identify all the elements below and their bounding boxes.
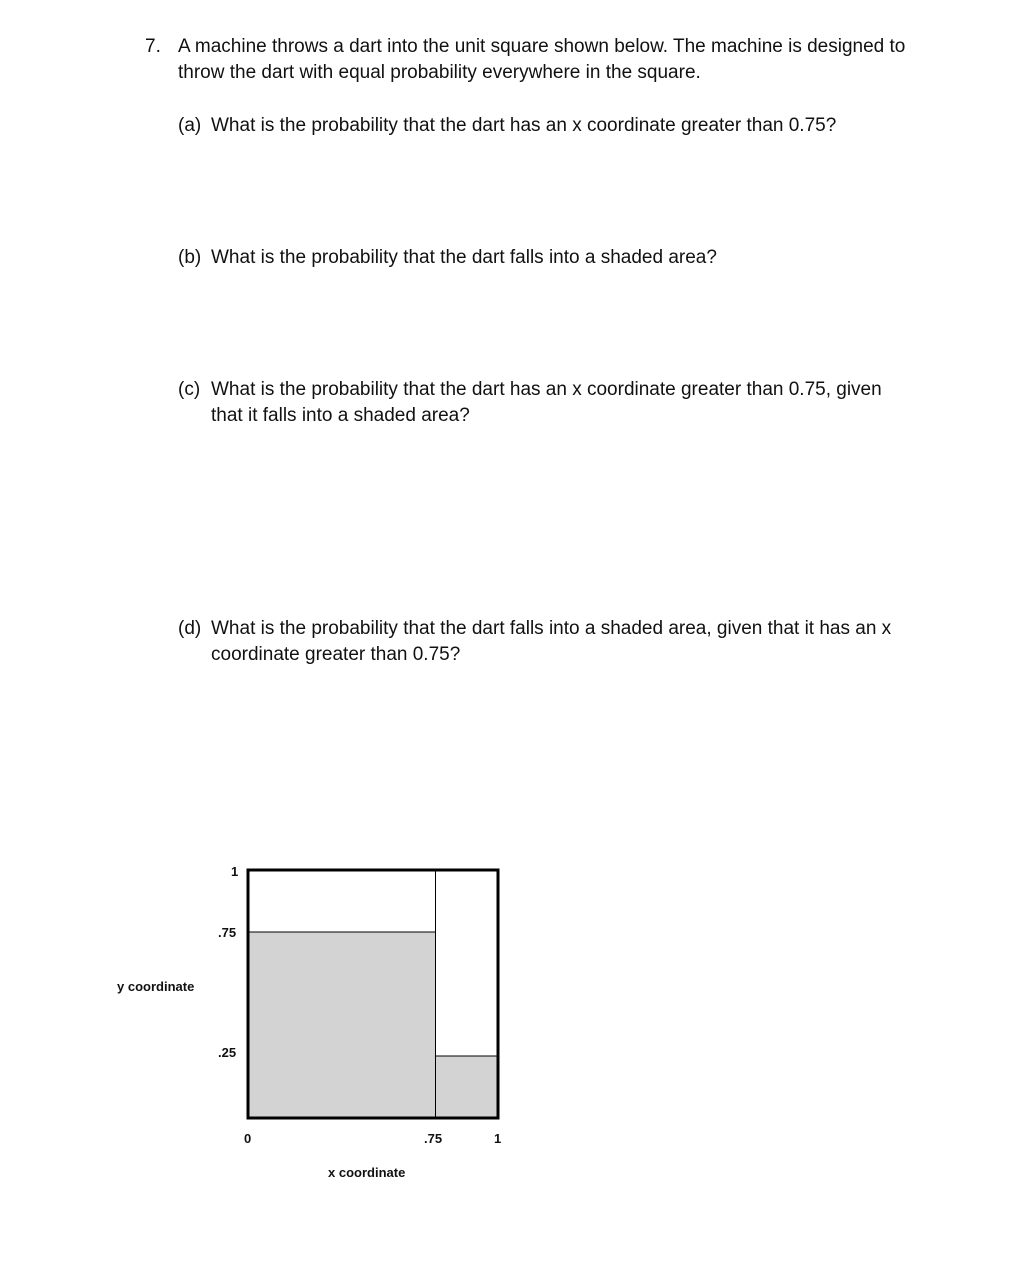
part-d-line-1: What is the probability that the dart falls into a shaded area, given that it has an x <box>211 618 892 639</box>
x-axis-label: x coordinate <box>328 1165 406 1180</box>
shaded-region-left <box>248 932 436 1118</box>
shaded-region-right <box>436 1056 499 1118</box>
part-b-label: (b) <box>178 247 202 268</box>
question-stem-line-1: A machine throws a dart into the unit square shown below. The machine is designed to <box>178 36 906 57</box>
part-c-line-1: What is the probability that the dart has an x coordinate greater than 0.75, given <box>211 379 882 400</box>
y-axis-label: y coordinate <box>117 979 195 994</box>
part-c-line-2: that it falls into a shaded area? <box>211 405 470 426</box>
y-tick-025: .25 <box>218 1045 237 1060</box>
y-tick-1: 1 <box>231 864 239 879</box>
part-d-line-2: coordinate greater than 0.75? <box>211 644 461 665</box>
x-tick-1: 1 <box>494 1131 502 1146</box>
part-a-line-1: What is the probability that the dart has an x coordinate greater than 0.75? <box>211 115 837 136</box>
part-b-line-1: What is the probability that the dart falls into a shaded area? <box>211 247 717 268</box>
part-d-label: (d) <box>178 618 202 639</box>
part-c-label: (c) <box>178 379 201 400</box>
question-stem-line-2: throw the dart with equal probability everywhere in the square. <box>178 62 701 83</box>
part-a-label: (a) <box>178 115 202 136</box>
x-tick-075: .75 <box>424 1131 443 1146</box>
x-tick-0: 0 <box>244 1131 252 1146</box>
question-number: 7. <box>145 36 161 57</box>
y-tick-075: .75 <box>218 925 237 940</box>
